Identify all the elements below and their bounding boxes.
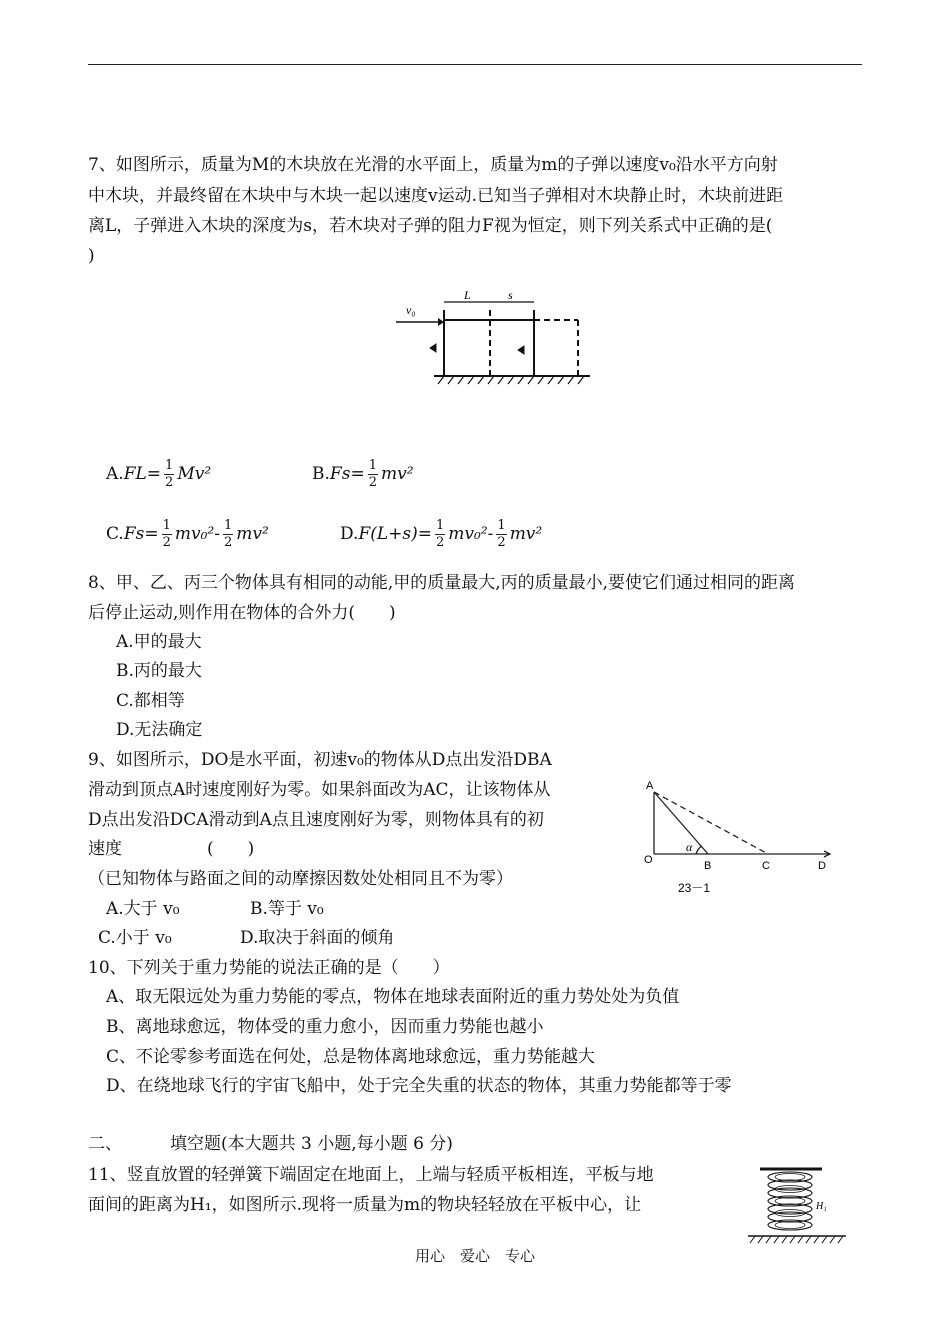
q9-fig-A-label: A [646, 780, 654, 792]
q11-figure-spring [742, 1162, 852, 1248]
q7-figure-bullet-block [392, 286, 597, 398]
q7-option-b-prefix: B. [312, 464, 330, 484]
q10-option-a: A、取无限远处为重力势能的零点，物体在地球表面附近的重力势处处为负值 [106, 987, 680, 1007]
q9-option-d: D.取决于斜面的倾角 [240, 928, 395, 948]
q8-line-1: 8、甲、乙、丙三个物体具有相同的动能,甲的质量最大,丙的质量最小,要使它们通过相同的距离 [88, 573, 796, 593]
q7-option-b-rhs: mv² [380, 464, 414, 484]
q7-option-a-eq: = [146, 464, 162, 484]
q7-option-c-eq: = [144, 524, 159, 544]
q7-fig-v0-label: v₀ [406, 303, 416, 317]
q9-line-1: 9、如图所示，DO是水平面，初速v₀的物体从D点出发沿DBA [88, 750, 552, 770]
q8-option-a: A.甲的最大 [116, 632, 202, 652]
q9-line-5: （已知物体与路面之间的动摩擦因数处处相同且不为零） [88, 869, 513, 889]
q7-option-d-fraction-1: $\frac{1}{2}$ [436, 518, 445, 550]
q7-option-a-fraction: $\frac{1}{2}$ [165, 458, 174, 490]
q7-option-b-lhs: Fs [329, 464, 351, 484]
q7-option-c-term2: mv² [236, 524, 269, 544]
q7-option-a [106, 458, 211, 491]
section-2-title: 填空题(本大题共 3 小题,每小题 6 分) [170, 1134, 453, 1154]
q7-line-3: 离L，子弹进入木块的深度为s，若木块对子弹的阻力F视为恒定，则下列关系式中正确的是( [88, 216, 773, 236]
q9-option-a: A.大于 v₀ [106, 899, 180, 919]
q10-stem: 10、下列关于重力势能的说法正确的是（ ） [88, 958, 450, 978]
q7-option-d-term1: mv₀² [448, 524, 488, 544]
q9-line-3: D点出发沿DCA滑动到A点且速度刚好为零，则物体具有的初 [88, 810, 544, 830]
q9-fig-D-label: D [818, 860, 826, 872]
q9-fig-O-label: O [644, 854, 653, 866]
q10-option-b: B、离地球愈远，物体受的重力愈小，因而重力势能也越小 [106, 1017, 544, 1037]
q7-line-2: 中木块，并最终留在木块中与木块一起以速度v运动.已知当子弹相对木块静止时，木块前进距 [88, 186, 784, 206]
q9-option-b: B.等于 v₀ [250, 899, 324, 919]
q7-option-d-eq: = [417, 524, 433, 544]
q9-fig-B-label: B [704, 860, 712, 872]
q10-option-c: C、不论零参考面选在何处，总是物体离地球愈远，重力势能越大 [106, 1047, 596, 1067]
q8-option-c: C.都相等 [116, 691, 185, 711]
q7-option-c-prefix: C. [106, 524, 124, 544]
q11-fig-H1-label: H₁ [816, 1201, 827, 1212]
q7-option-d-prefix: D. [340, 524, 359, 544]
q7-option-c-fraction-2: $\frac{1}{2}$ [223, 518, 233, 550]
q8-line-2: 后停止运动,则作用在物体的合外力( ) [88, 603, 396, 623]
q7-option-c [106, 518, 269, 551]
q10-option-d: D、在绕地球飞行的宇宙飞船中，处于完全失重的状态的物体，其重力势能都等于零 [106, 1076, 732, 1096]
q9-option-c: C.小于 v₀ [98, 928, 172, 948]
q7-line-1: 7、如图所示，质量为M的木块放在光滑的水平面上，质量为m的子弹以速度v₀沿水平方向射 [88, 155, 778, 175]
q11-line-1: 11、竖直放置的轻弹簧下端固定在地面上，上端与轻质平板相连，平板与地 [88, 1165, 654, 1185]
q7-line-4: ) [88, 246, 95, 266]
q7-option-a-lhs: FL [123, 464, 147, 484]
q7-option-b-eq: = [350, 464, 365, 484]
q7-option-d-term2: mv² [509, 524, 543, 544]
section-2-number: 二、 [88, 1134, 122, 1154]
q7-option-d-fraction-2: $\frac{1}{2}$ [497, 518, 506, 550]
q7-option-a-rhs: Mv² [177, 464, 212, 484]
q9-fig-C-label: C [762, 860, 770, 872]
q7-option-c-minus: - [214, 524, 220, 544]
q9-figure-slope [640, 778, 840, 900]
section-2-heading [88, 1129, 453, 1159]
q7-option-b [312, 458, 414, 491]
q9-fig-caption: 23－1 [678, 881, 711, 895]
q9-fig-alpha-label: α [686, 840, 693, 854]
q7-option-d [340, 518, 542, 551]
q11-line-2: 面间的距离为H₁，如图所示.现将一质量为m的物块轻轻放在平板中心，让 [88, 1195, 642, 1215]
q7-option-a-prefix: A. [106, 464, 124, 484]
q7-option-b-fraction: $\frac{1}{2}$ [368, 458, 377, 490]
q7-option-c-lhs: Fs [123, 524, 145, 544]
q8-option-b: B.丙的最大 [116, 661, 202, 681]
q7-fig-L-label: L [464, 288, 471, 302]
q7-option-d-minus: - [487, 524, 494, 544]
page-footer: 用心 爱心 专心 [414, 1247, 535, 1265]
q9-line-2: 滑动到顶点A时速度刚好为零。如果斜面改为AC，让该物体从 [88, 780, 551, 800]
q7-option-c-term1: mv₀² [174, 524, 215, 544]
q9-line-4: 速度 ( ) [88, 839, 255, 859]
q7-option-d-lhs: F(L+s) [358, 524, 418, 544]
q7-fig-s-label: s [508, 288, 513, 302]
q8-option-d: D.无法确定 [116, 720, 203, 740]
header-rule [88, 64, 862, 65]
q7-option-c-fraction-1: $\frac{1}{2}$ [162, 518, 171, 550]
